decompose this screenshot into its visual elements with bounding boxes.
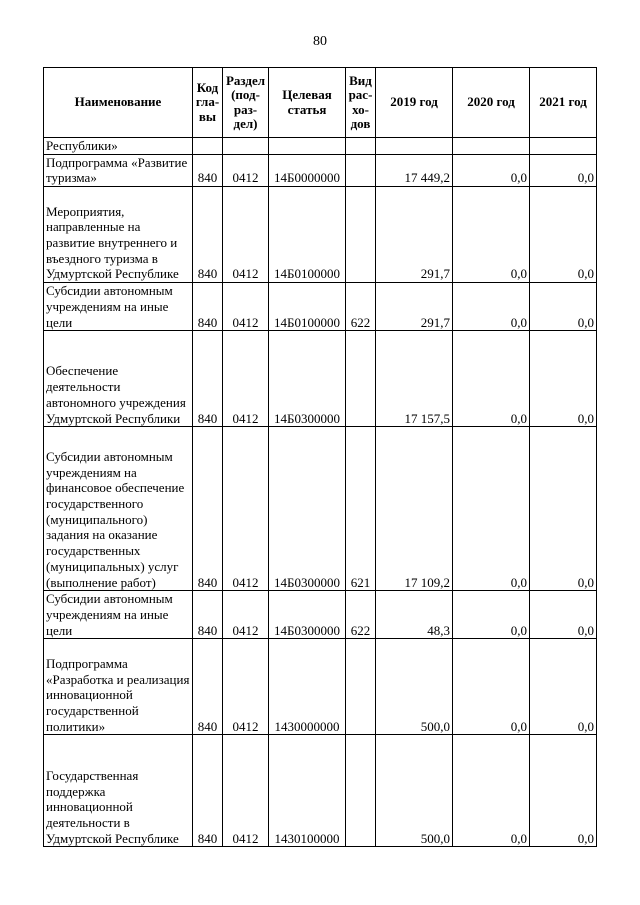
row-name: Субсидии автономным учреждениям на финансовое обеспечение государственного (муниципального) задания на оказание государственных (муниципальных) услуг (выполнение работ)	[44, 427, 193, 591]
header-section: Раздел (под- раз- дел)	[223, 68, 269, 138]
row-section: 0412	[223, 427, 269, 591]
table-row	[44, 187, 597, 283]
table-row	[44, 639, 597, 735]
row-expense-type	[346, 154, 376, 186]
row-code: 840	[193, 331, 223, 427]
row-section: 0412	[223, 591, 269, 639]
row-2021: 0,0	[530, 591, 597, 639]
row-2021: 0,0	[530, 187, 597, 283]
row-target: 14Б0300000	[269, 591, 346, 639]
row-target: 14Б0100000	[269, 187, 346, 283]
table-row	[44, 427, 597, 591]
row-target: 1430000000	[269, 639, 346, 735]
row-section: 0412	[223, 283, 269, 331]
table-row	[44, 591, 597, 639]
row-code: 840	[193, 427, 223, 591]
row-2019: 291,7	[376, 187, 453, 283]
table-row	[44, 154, 597, 186]
row-target: 14Б0300000	[269, 331, 346, 427]
row-expense-type	[346, 331, 376, 427]
row-2019: 48,3	[376, 591, 453, 639]
row-code: 840	[193, 154, 223, 186]
row-2020: 0,0	[453, 331, 530, 427]
row-section	[223, 138, 269, 155]
row-code: 840	[193, 283, 223, 331]
row-section: 0412	[223, 331, 269, 427]
row-2020: 0,0	[453, 283, 530, 331]
table-row	[44, 735, 597, 847]
row-2021: 0,0	[530, 427, 597, 591]
row-2021: 0,0	[530, 331, 597, 427]
row-2019: 291,7	[376, 283, 453, 331]
row-code: 840	[193, 735, 223, 847]
row-2021	[530, 138, 597, 155]
row-expense-type: 622	[346, 591, 376, 639]
table-row	[44, 283, 597, 331]
row-2020: 0,0	[453, 187, 530, 283]
row-2019: 17 157,5	[376, 331, 453, 427]
row-2021: 0,0	[530, 154, 597, 186]
row-2019	[376, 138, 453, 155]
row-expense-type: 622	[346, 283, 376, 331]
row-section: 0412	[223, 639, 269, 735]
row-2019: 500,0	[376, 639, 453, 735]
row-expense-type	[346, 187, 376, 283]
row-target: 14Б0300000	[269, 427, 346, 591]
budget-table	[43, 67, 597, 847]
row-code: 840	[193, 639, 223, 735]
row-section: 0412	[223, 735, 269, 847]
page-number: 80	[313, 34, 327, 49]
row-2020: 0,0	[453, 639, 530, 735]
row-target	[269, 138, 346, 155]
row-name: Подпрограмма «Развитие туризма»	[44, 154, 193, 186]
header-2019: 2019 год	[376, 68, 453, 138]
row-2020: 0,0	[453, 154, 530, 186]
row-2020: 0,0	[453, 427, 530, 591]
row-expense-type	[346, 138, 376, 155]
row-code: 840	[193, 187, 223, 283]
header-name: Наименование	[44, 68, 193, 138]
header-2020: 2020 год	[453, 68, 530, 138]
row-expense-type: 621	[346, 427, 376, 591]
row-name: Республики»	[44, 138, 193, 155]
row-code	[193, 138, 223, 155]
row-target: 1430100000	[269, 735, 346, 847]
row-name: Субсидии автономным учреждениям на иные цели	[44, 591, 193, 639]
table-header-row	[44, 68, 597, 138]
row-name: Субсидии автономным учреждениям на иные цели	[44, 283, 193, 331]
row-2020: 0,0	[453, 735, 530, 847]
row-2021: 0,0	[530, 639, 597, 735]
row-code: 840	[193, 591, 223, 639]
row-2021: 0,0	[530, 283, 597, 331]
header-target: Целевая статья	[269, 68, 346, 138]
header-expense-type: Вид рас- хо- дов	[346, 68, 376, 138]
table-row	[44, 138, 597, 155]
row-section: 0412	[223, 187, 269, 283]
row-name: Мероприятия, направленные на развитие внутреннего и въездного туризма в Удмуртской Республике	[44, 187, 193, 283]
row-target: 14Б0000000	[269, 154, 346, 186]
row-name: Государственная поддержка инновационной деятельности в Удмуртской Республике	[44, 735, 193, 847]
row-2020	[453, 138, 530, 155]
row-2020: 0,0	[453, 591, 530, 639]
table-row	[44, 331, 597, 427]
row-expense-type	[346, 639, 376, 735]
header-2021: 2021 год	[530, 68, 597, 138]
row-2019: 17 449,2	[376, 154, 453, 186]
row-expense-type	[346, 735, 376, 847]
row-2019: 17 109,2	[376, 427, 453, 591]
row-2021: 0,0	[530, 735, 597, 847]
row-target: 14Б0100000	[269, 283, 346, 331]
row-name: Подпрограмма «Разработка и реализация инновационной государственной политики»	[44, 639, 193, 735]
row-2019: 500,0	[376, 735, 453, 847]
header-code: Код гла- вы	[193, 68, 223, 138]
row-section: 0412	[223, 154, 269, 186]
row-name: Обеспечение деятельности автономного учреждения Удмуртской Республики	[44, 331, 193, 427]
